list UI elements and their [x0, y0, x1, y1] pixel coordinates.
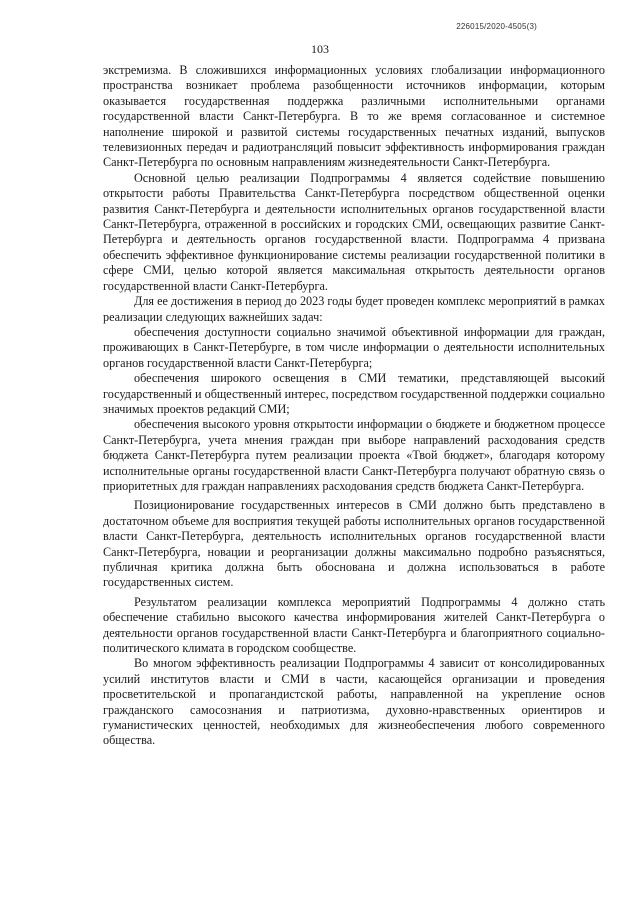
- paragraph-task-2: обеспечения широкого освещения в СМИ тематики, представляющей высокий государственный и общественный интерес, посредством государственной поддержки социально значимых проектов редакций СМИ;: [103, 371, 605, 416]
- page-number: 103: [311, 42, 329, 56]
- paragraph-positioning: Позиционирование государственных интересов в СМИ должно быть представлено в достаточном объеме для восприятия текущей работы исполнительных органов государственной власти Санкт-Петербурга, деятельность исполнительных органов государственной власти Санкт-Петербурга, новации и реорганизации должны максимально подробно разъясняться, публичная критика должна быть обоснована и должна использоваться в работе государственных систем.: [103, 498, 605, 590]
- paragraph-effectiveness: Во многом эффективность реализации Подпрограммы 4 зависит от консолидированных усилий институтов власти и СМИ в части, касающейся организации и проведения просветительской и пропагандистской работы, направленной на укрепление основ гражданского самосознания и патриотизма, духовно-нравственных ориентиров и гуманистических ценностей, необходимых для жизнеобеспечения любого современного общества.: [103, 656, 605, 748]
- document-body: [103, 63, 605, 749]
- paragraph-task-3: обеспечения высокого уровня открытости информации о бюджете и бюджетном процессе Санкт-Петербурга, учета мнения граждан при выборе направлений расходования средств бюджета Санкт-Петербурга путем реализации проекта «Твой бюджет», благодаря которому исполнительные органы государственной власти Санкт-Петербурга получают обратную связь о приоритетных для граждан направлениях расходования средств бюджета Санкт-Петербурга.: [103, 417, 605, 493]
- document-id: 226015/2020-4505(3): [456, 22, 537, 31]
- paragraph-main-goal: Основной целью реализации Подпрограммы 4 является содействие повышению открытости работы Правительства Санкт-Петербурга посредством общественной оценки развития Санкт-Петербурга и деятельности исполнительных органов государственной власти Санкт-Петербурга, отраженной в российских и городских СМИ, освещающих развитие Санкт-Петербурга и деятельность органов государственной власти. Подпрограмма 4 призвана обеспечить эффективное функционирование системы реализации государственной политики в сфере СМИ, целью которой является максимальная открытость деятельности органов государственной власти Санкт-Петербурга.: [103, 170, 605, 293]
- paragraph-intro: экстремизма. В сложившихся информационных условиях глобализации информационного пространства возникает проблема разобщенности источников информации, которым оказывается государственная поддержка различными исполнительными органами государственной власти Санкт-Петербурга. В то же время согласованное и системное наполнение широкой и развитой системы государственных печатных изданий, выпусков телевизионных передач и радиотрансляций повысит эффективность информирования граждан Санкт-Петербурга по основным направлениям жизнедеятельности Санкт-Петербурга.: [103, 63, 605, 170]
- paragraph-result: Результатом реализации комплекса мероприятий Подпрограммы 4 должно стать обеспечение стабильно высокого качества информирования жителей Санкт-Петербурга о деятельности органов государственной власти Санкт-Петербурга и благоприятного социально-политического климата в городском сообществе.: [103, 594, 605, 656]
- paragraph-tasks-intro: Для ее достижения в период до 2023 годы будет проведен комплекс мероприятий в рамках реализации следующих важнейших задач:: [103, 294, 605, 324]
- paragraph-task-1: обеспечения доступности социально значимой объективной информации для граждан, проживающих в Санкт-Петербурге, в том числе информации о деятельности исполнительных органов государственной власти Санкт-Петербурга;: [103, 324, 605, 370]
